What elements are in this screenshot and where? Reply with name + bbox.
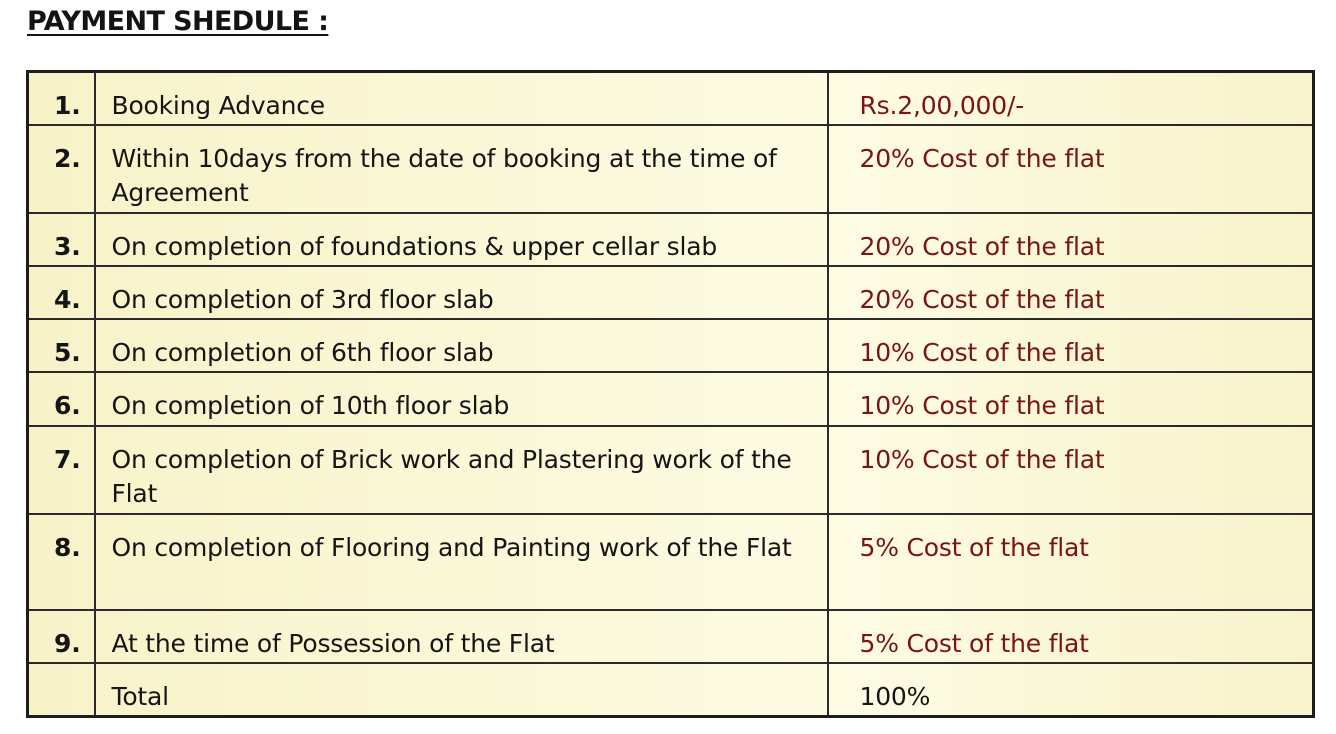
table-row	[28, 319, 1314, 372]
table-row	[28, 125, 1314, 213]
row-amount: 10% Cost of the flat	[828, 426, 1314, 514]
table-row	[28, 72, 1314, 126]
row-description: On completion of foundations & upper cellar slab	[95, 213, 828, 266]
row-amount: 5% Cost of the flat	[828, 610, 1314, 663]
row-number: 9.	[28, 610, 95, 663]
table-row	[28, 213, 1314, 266]
row-amount: 20% Cost of the flat	[828, 213, 1314, 266]
row-amount: 10% Cost of the flat	[828, 319, 1314, 372]
row-number: 3.	[28, 213, 95, 266]
row-description: On completion of 3rd floor slab	[95, 266, 828, 319]
row-description: On completion of Flooring and Painting work of the Flat	[95, 514, 828, 610]
row-amount: Rs.2,00,000/-	[828, 72, 1314, 126]
row-description: Booking Advance	[95, 72, 828, 126]
row-description: On completion of 6th floor slab	[95, 319, 828, 372]
total-number	[28, 663, 95, 717]
row-amount: 20% Cost of the flat	[828, 266, 1314, 319]
table-row	[28, 266, 1314, 319]
row-description: At the time of Possession of the Flat	[95, 610, 828, 663]
row-number: 4.	[28, 266, 95, 319]
table-row	[28, 372, 1314, 425]
payment-schedule-table	[26, 70, 1315, 718]
table-row	[28, 610, 1314, 663]
row-amount: 10% Cost of the flat	[828, 372, 1314, 425]
row-number: 2.	[28, 125, 95, 213]
table-row	[28, 514, 1314, 610]
row-number: 7.	[28, 426, 95, 514]
table-row	[28, 426, 1314, 514]
total-label: Total	[95, 663, 828, 717]
row-amount: 5% Cost of the flat	[828, 514, 1314, 610]
row-number: 1.	[28, 72, 95, 126]
total-amount: 100%	[828, 663, 1314, 717]
total-row	[28, 663, 1314, 717]
row-number: 8.	[28, 514, 95, 610]
page-title: PAYMENT SHEDULE :	[27, 6, 329, 37]
row-number: 6.	[28, 372, 95, 425]
row-description: On completion of 10th floor slab	[95, 372, 828, 425]
row-amount: 20% Cost of the flat	[828, 125, 1314, 213]
row-number: 5.	[28, 319, 95, 372]
row-description: Within 10days from the date of booking at the time of Agreement	[95, 125, 828, 213]
row-description: On completion of Brick work and Plastering work of the Flat	[95, 426, 828, 514]
